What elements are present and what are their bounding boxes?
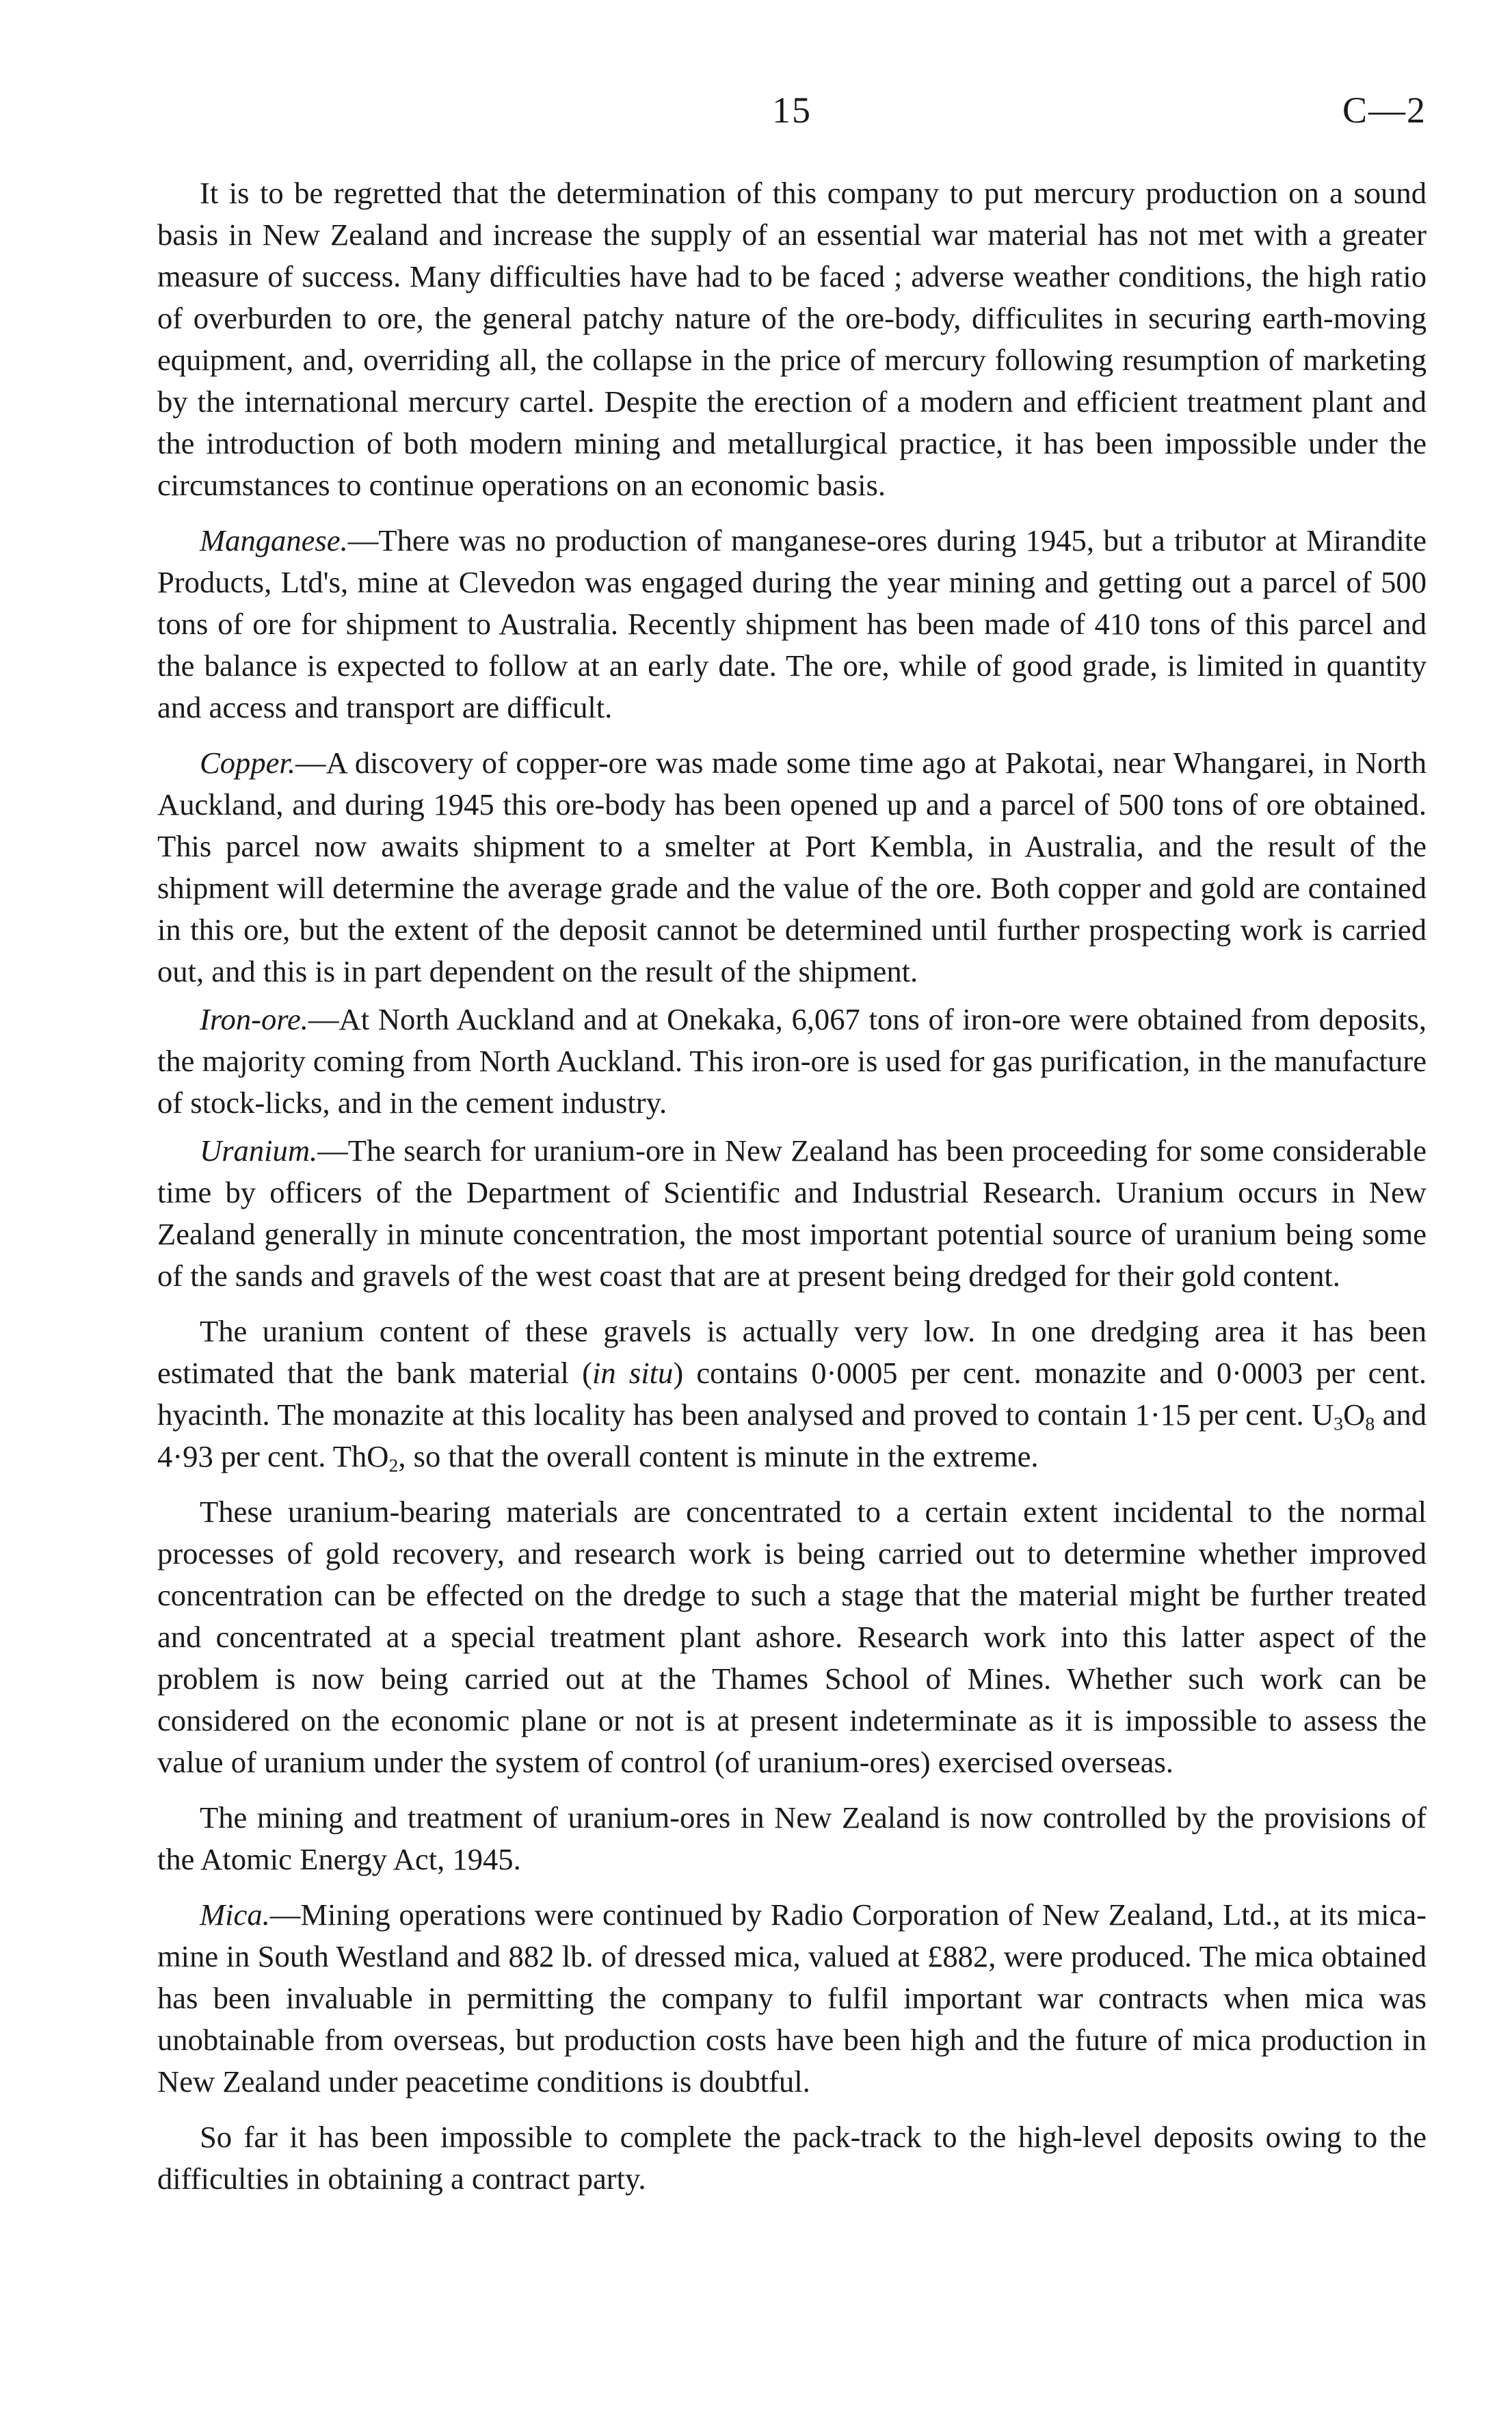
uranium-2-part-a: The uranium content of these gravels is actually very low. In one dredging area it has been estimated that the bank material ( bbox=[157, 1314, 1427, 1390]
page-header bbox=[157, 86, 1427, 134]
uranium-2-part-b: ) contains 0·0005 per cent. monazite and 0·0003 per cent. hyacinth. The monazite at this locality has been analysed and proved to contain 1·15 per cent. U bbox=[157, 1356, 1427, 1432]
heading-manganese: Manganese. bbox=[200, 523, 348, 557]
paragraph-mica-1 bbox=[157, 1894, 1427, 2103]
document-reference: C—2 bbox=[1342, 90, 1427, 131]
u3o8-subscript-3: 3 bbox=[1334, 1412, 1344, 1434]
paragraph-manganese-text: —There was no production of manganese-ores during 1945, but a tributor at Mirandite Products, Ltd's, mine at Clevedon was engaged during the year mining and getting out a parcel of 500 tons of ore for shipment to Australia. Recently shipment has been made of 410 tons of this parcel and the balance is expected to follow at an early date. The ore, while of good grade, is limited in quantity and access and transport are difficult. bbox=[157, 523, 1427, 724]
paragraph-uranium-2 bbox=[157, 1311, 1427, 1477]
paragraph-iron-ore-text: —At North Auckland and at Onekaka, 6,067 tons of iron-ore were obtained from deposits, the majority coming from North Auckland. This iron-ore is used for gas purification, in the manufacture of stock-licks, and in the cement industry. bbox=[157, 1002, 1427, 1120]
tho2-subscript-2: 2 bbox=[388, 1454, 399, 1476]
paragraph-uranium-4: The mining and treatment of uranium-ores in New Zealand is now controlled by the provisions of the Atomic Energy Act, 1945. bbox=[157, 1800, 1427, 1876]
u3o8-subscript-8: 8 bbox=[1365, 1412, 1375, 1434]
paragraph-manganese bbox=[157, 520, 1427, 728]
in-situ-term: in situ bbox=[592, 1356, 674, 1390]
paragraph-uranium-1-text: —The search for uranium-ore in New Zealand has been proceeding for some considerable time by officers of the Department of Scientific and Industrial Research. Uranium occurs in New Zealand generally in minute concentration, the most important potential source of uranium being some of the sands and gravels of the west coast that are at present being dredged for their gold content. bbox=[157, 1133, 1427, 1293]
paragraph-mica-1-text: —Mining operations were continued by Radio Corporation of New Zealand, Ltd., at its mica-mine in South Westland and 882 lb. of dressed mica, valued at £882, were produced. The mica obtained has been invaluable in permitting the company to fulfil important war contracts when mica was unobtainable from overseas, but production costs have been high and the future of mica production in New Zealand under peacetime conditions is doubtful. bbox=[157, 1897, 1427, 2099]
paragraph-iron-ore bbox=[157, 999, 1427, 1124]
paragraph-copper-text: —A discovery of copper-ore was made some time ago at Pakotai, near Whangarei, in North Auckland, and during 1945 this ore-body has been opened up and a parcel of 500 tons of ore obtained. This parcel now awaits shipment to a smelter at Port Kembla, in Australia, and the result of the shipment will determine the average grade and the value of the ore. Both copper and gold are contained in this ore, but the extent of the deposit cannot be determined until further prospecting work is carried out, and this is in part dependent on the result of the shipment. bbox=[157, 746, 1427, 988]
paragraph-mica-2: So far it has been impossible to complete the pack-track to the high-level deposits owing to the difficulties in obtaining a contract party. bbox=[157, 2120, 1427, 2196]
heading-uranium: Uranium. bbox=[200, 1133, 318, 1168]
page-number: 15 bbox=[772, 90, 812, 131]
paragraph-copper bbox=[157, 742, 1427, 993]
heading-mica: Mica. bbox=[200, 1897, 270, 1932]
uranium-2-part-c: and 4·93 per cent. ThO bbox=[157, 1397, 1427, 1473]
heading-copper: Copper. bbox=[200, 746, 295, 780]
uranium-2-part-d: , so that the overall content is minute in the extreme. bbox=[398, 1439, 1039, 1473]
heading-iron-ore: Iron-ore. bbox=[200, 1002, 308, 1036]
body-text bbox=[157, 172, 1427, 2206]
u3o8-oxygen: O bbox=[1343, 1397, 1366, 1432]
paragraph-uranium-1 bbox=[157, 1130, 1427, 1297]
paragraph-mercury: It is to be regretted that the determination of this company to put mercury production on a sound basis in New Zealand and increase the supply of an essential war material has not met with a greater measure of success. Many difficulties have had to be faced ; adverse weather conditions, the high ratio of overburden to ore, the general patchy nature of the ore-body, difficulites in securing earth-moving equipment, and, overriding all, the collapse in the price of mercury following resumption of marketing by the international mercury cartel. Despite the erection of a modern and efficient treatment plant and the introduction of both modern mining and metallurgical practice, it has been impossible under the circumstances to continue operations on an economic basis. bbox=[157, 176, 1427, 502]
paragraph-uranium-3: These uranium-bearing materials are concentrated to a certain extent incidental to the normal processes of gold recovery, and research work is being carried out to determine whether improved concentration can be effected on the dredge to such a stage that the material might be further treated and concentrated at a special treatment plant ashore. Research work into this latter aspect of the problem is now being carried out at the Thames School of Mines. Whether such work can be considered on the economic plane or not is at present indeterminate as it is impossible to assess the value of uranium under the system of control (of uranium-ores) exercised overseas. bbox=[157, 1495, 1427, 1779]
